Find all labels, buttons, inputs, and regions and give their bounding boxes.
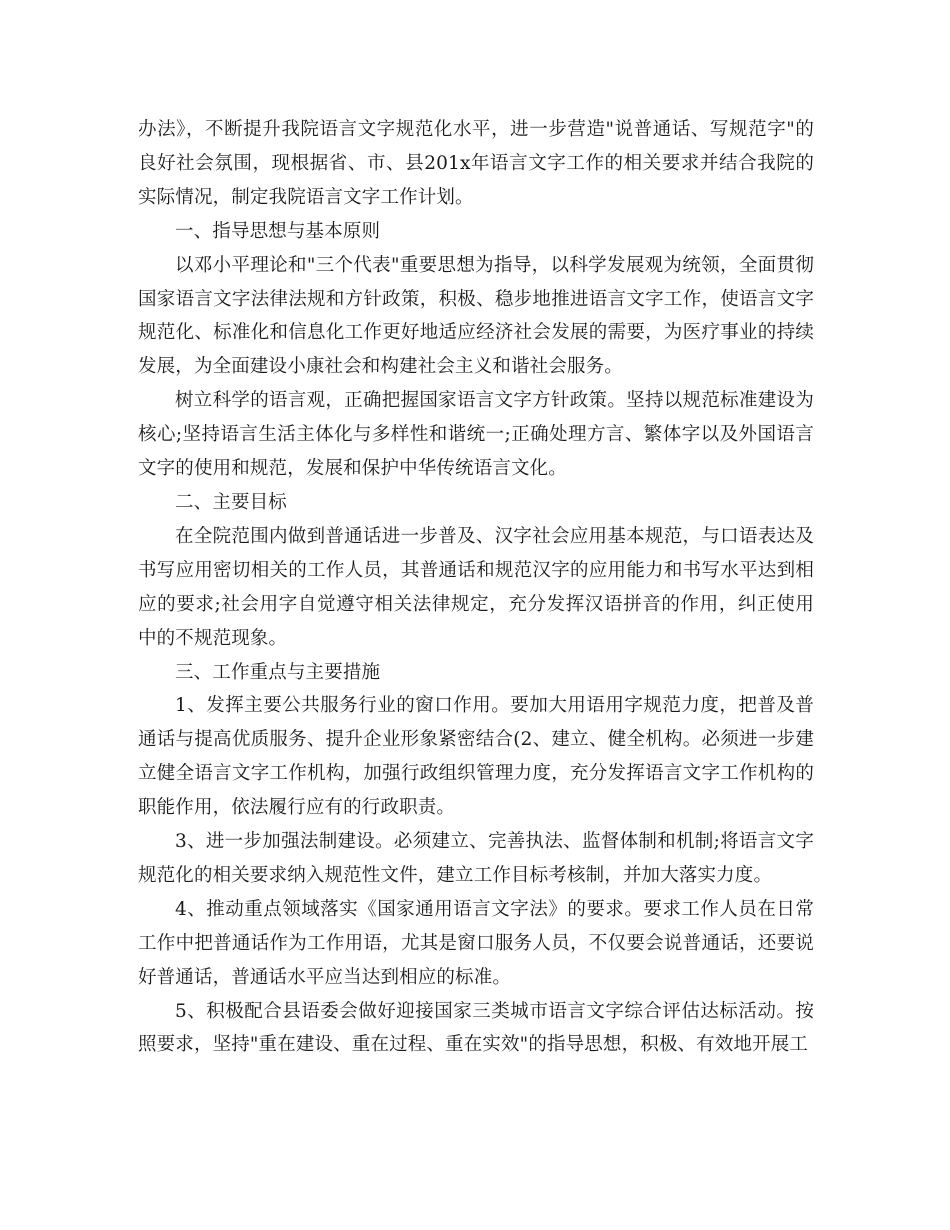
- paragraph-intro: 办法》，不断提升我院语言文字规范化水平，进一步营造"说普通话、写规范字"的良好社会氛围，现根据省、市、县201x年语言文字工作的相关要求并结合我院的实际情况，制定我院语言文字工作计划。: [138, 119, 814, 208]
- paragraph-main-goals: 在全院范围内做到普通话进一步普及、汉字社会应用基本规范，与口语表达及书写应用密切相关的工作人员，其普通话和规范汉字的应用能力和书写水平达到相应的要求;社会用字自觉遵守相关法律规定，充分发挥汉语拼音的作用，纠正使用中的不规范现象。: [138, 525, 814, 649]
- heading-work-focus: 三、工作重点与主要措施: [175, 661, 381, 683]
- paragraph-measure-1-2: 1、发挥主要公共服务行业的窗口作用。要加大用语用字规范力度，把普及普通话与提高优质服务、提升企业形象紧密结合(2、建立、健全机构。必须进一步建立健全语言文字工作机构，加强行政组织管理力度，充分发挥语言文字工作机构的职能作用，依法履行应有的行政职责。: [138, 695, 814, 819]
- paragraph-measure-4: 4、推动重点领域落实《国家通用语言文字法》的要求。要求工作人员在日常工作中把普通话作为工作用语，尤其是窗口服务人员，不仅要会说普通话，还要说好普通话，普通话水平应当达到相应的标准。: [138, 898, 814, 988]
- heading-guiding-principles: 一、指导思想与基本原则: [175, 220, 381, 242]
- paragraph-language-view: 树立科学的语言观，正确把握国家语言文字方针政策。坚持以规范标准建设为核心;坚持语言生活主体化与多样性和谐统一;正确处理方言、繁体字以及外国语言文字的使用和规范，发展和保护中华传统语言文化。: [138, 390, 814, 480]
- paragraph-measure-3: 3、进一步加强法制建设。必须建立、完善执法、监督体制和机制;将语言文字规范化的相关要求纳入规范性文件，建立工作目标考核制，并加大落实力度。: [138, 831, 814, 886]
- paragraph-guiding-theory: 以邓小平理论和"三个代表"重要思想为指导，以科学发展观为统领，全面贯彻国家语言文字法律法规和方针政策，积极、稳步地推进语言文字工作，使语言文字规范化、标准化和信息化工作更好地适应经济社会发展的需要，为医疗事业的持续发展，为全面建设小康社会和构建社会主义和谐社会服务。: [138, 254, 814, 378]
- heading-main-goals: 二、主要目标: [175, 491, 287, 513]
- paragraph-measure-5: 5、积极配合县语委会做好迎接国家三类城市语言文字综合评估达标活动。按照要求，坚持"重在建设、重在过程、重在实效"的指导思想，积极、有效地开展工: [138, 1000, 814, 1056]
- document-body: [138, 113, 814, 1062]
